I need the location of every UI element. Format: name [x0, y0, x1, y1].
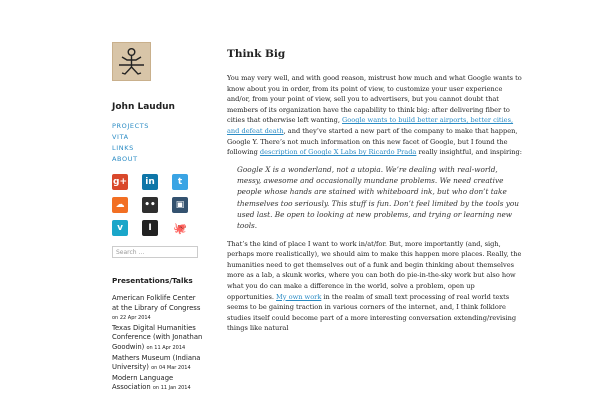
- site-title[interactable]: John Laudun: [112, 102, 175, 112]
- tumblr-icon[interactable]: ▣: [172, 197, 188, 213]
- vimeo-icon[interactable]: v: [112, 220, 128, 236]
- google-plus-icon[interactable]: g+: [112, 174, 128, 190]
- post-link[interactable]: Google wants to build better airports, better cities, and defeat death: [227, 116, 514, 135]
- post-paragraph-2: [227, 239, 523, 334]
- talk-item[interactable]: Modern Language Association on 11 Jan 2014: [112, 373, 191, 392]
- instapaper-icon[interactable]: I: [142, 220, 158, 236]
- post-link[interactable]: My own work: [276, 292, 322, 301]
- main-nav: [112, 121, 204, 165]
- post-quote: Google X is a wonderland, not a utopia. We’re dealing with real-world, messy, awesome and occasionally mundane problems. We need creative people whose hands are stained with whiteboard ink, but who don’t take themselves too seriously. This stuff is fun. Don’t feel limited by the tools you used last. Be open to looking at new problems, and trying or learning new tools.: [237, 164, 520, 231]
- talks-heading: Presentations/Talks: [112, 276, 193, 285]
- nav-about[interactable]: ABOUT: [112, 155, 138, 163]
- post-link[interactable]: description of Google X Labs by Ricardo Prada: [259, 148, 417, 157]
- post-text: in the realm of small text processing of real world texts seems to be gaining traction in various corners of the internet, and, I think folklore studies itself could become part of a more interesting conversation extending/revising things like natural: [227, 292, 517, 333]
- post-content: [227, 48, 523, 340]
- post-title[interactable]: Think Big: [227, 48, 286, 60]
- soundcloud-icon[interactable]: ☁: [112, 197, 128, 213]
- nav-vita[interactable]: VITA: [112, 133, 129, 141]
- post-text: You may very well, and with good reason, mistrust how much and what Google wants to know about you in order, from its point of view, to customize your user experience and/or, from your point of view, sell you to advertisers, but you cannot doubt that members of its organization have the capability to think big: after delivering fiber to cities that otherwise left wanting,: [227, 74, 522, 125]
- github-icon[interactable]: 🐙: [173, 221, 187, 235]
- talk-item[interactable]: Mathers Museum (Indiana University) on 04 Mar 2014: [112, 353, 201, 372]
- post-text: That’s the kind of place I want to work in/at/for. But, more importantly (and, sigh, perhaps more realistically), we should aim to make this happen more places. Really, the humanities need to get themselves out of a funk and begin thinking about themselves more as a lab, a skunk works, where you can both do pie-in-the-sky work but also how what you do can make a difference in the world, solve a problem, open up opportunities.: [227, 239, 522, 301]
- talk-item[interactable]: Texas Digital Humanities Conference (with Jonathan Goodwin) on 11 Apr 2014: [112, 323, 203, 351]
- twitter-icon[interactable]: t: [172, 174, 188, 190]
- sidebar: [112, 42, 204, 394]
- post-paragraph-1: [227, 73, 523, 158]
- talk-item[interactable]: American Folklife Center at the Library of Congress on 22 Apr 2014: [112, 294, 201, 322]
- social-links: [112, 174, 204, 236]
- flickr-icon[interactable]: ••: [142, 197, 158, 213]
- search-input[interactable]: Search ...: [112, 246, 198, 258]
- post-text: , and they’ve started a new part of the company to make that happen, Google Y. There’s not much information on this new facet of Google, but I found the following: [227, 126, 518, 157]
- post-text: really insightful, and inspiring:: [416, 148, 522, 157]
- nav-links[interactable]: LINKS: [112, 144, 134, 152]
- talks-list: [112, 294, 204, 394]
- nav-projects[interactable]: PROJECTS: [112, 122, 150, 130]
- linkedin-icon[interactable]: in: [142, 174, 158, 190]
- site-logo[interactable]: [112, 42, 151, 81]
